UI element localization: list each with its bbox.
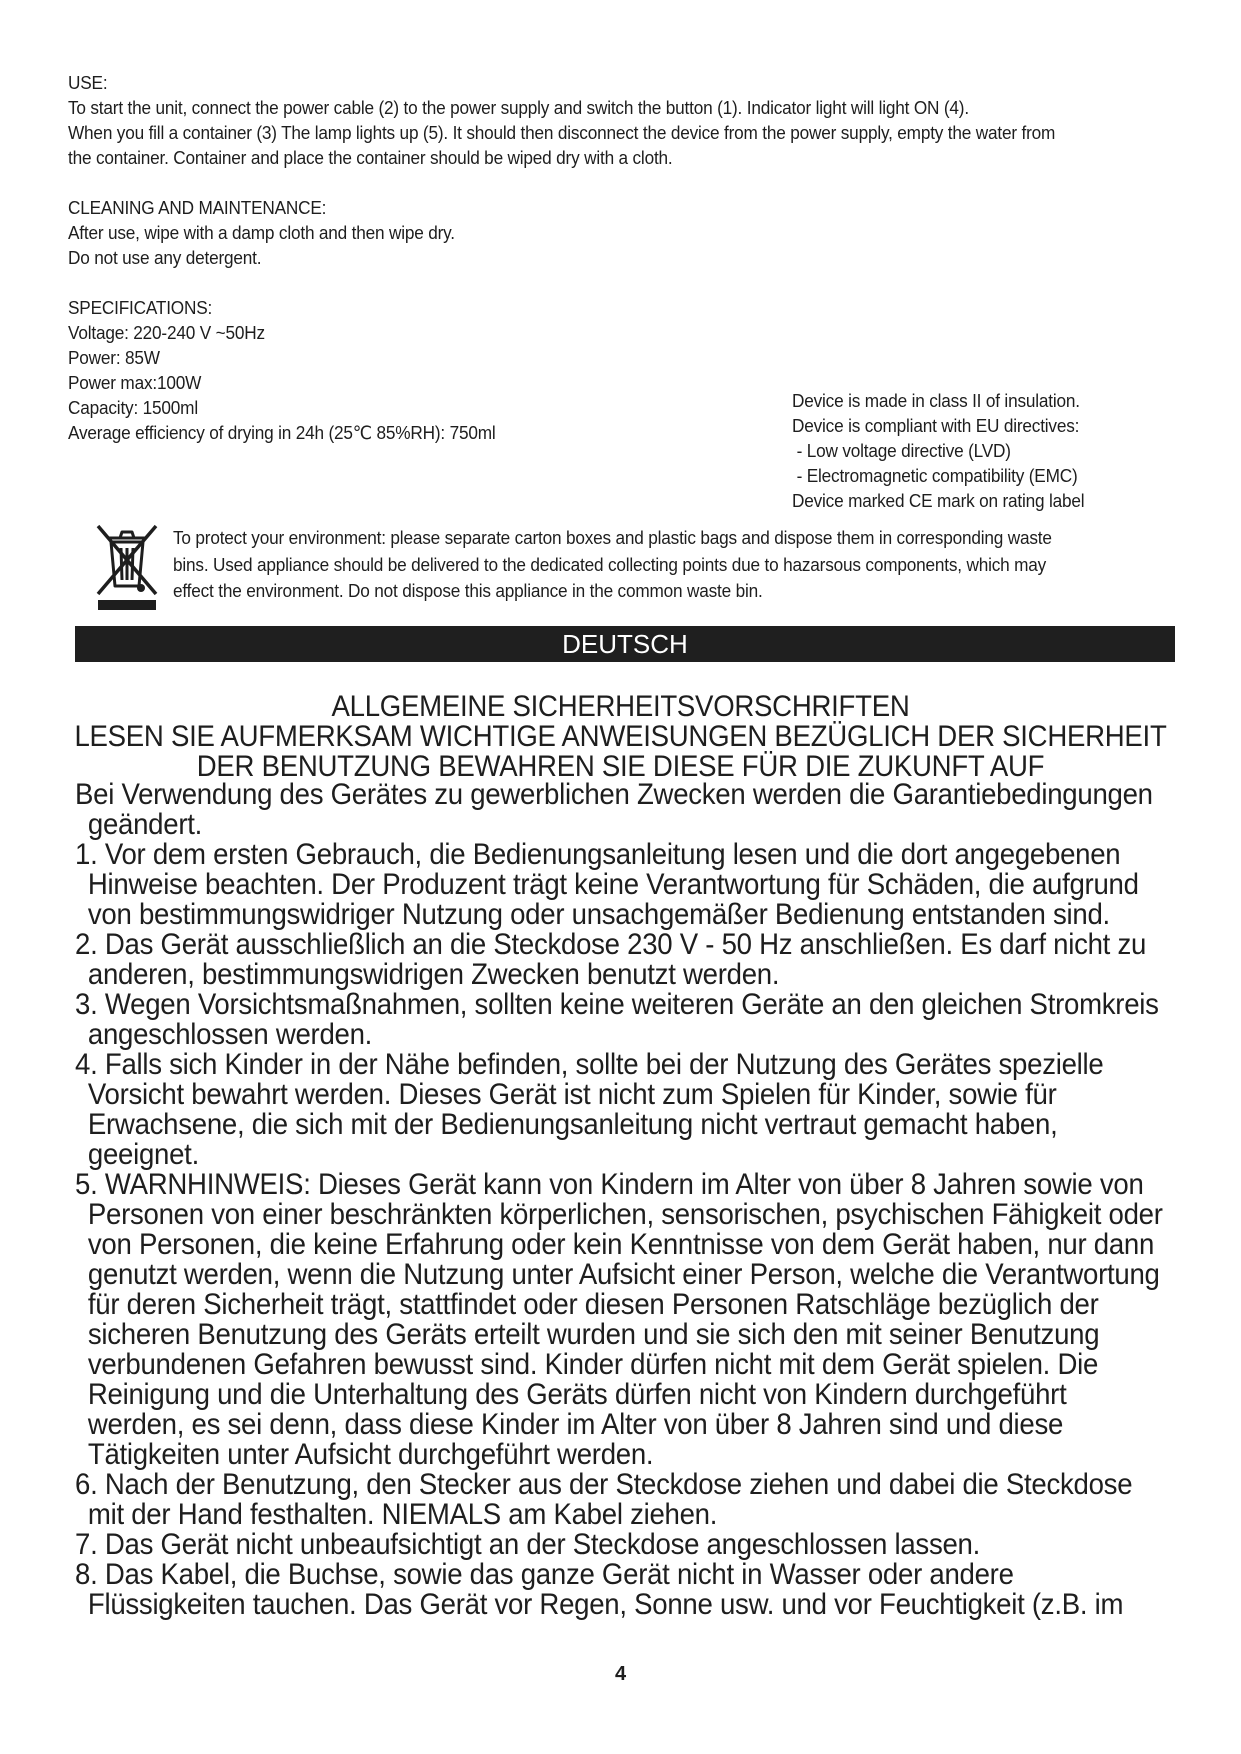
item-line: Flüssigkeiten tauchen. Das Gerät vor Regen, Sonne usw. und vor Feuchtigkeit (z.B. im: [87, 1588, 1124, 1621]
item-line: von Personen, die keine Erfahrung oder kein Kenntnisse von dem Gerät haben, nur dann: [87, 1228, 1155, 1261]
cleaning-section: [68, 195, 455, 270]
intro-paragraph: [75, 780, 1163, 840]
use-line: the container. Container and place the container should be wiped dry with a cloth.: [68, 147, 673, 168]
spec-power-max: Power max:100W: [68, 372, 202, 393]
item-line: 8. Das Kabel, die Buchse, sowie das ganze Gerät nicht in Wasser oder andere: [75, 1558, 1014, 1591]
cleaning-heading: CLEANING AND MAINTENANCE:: [68, 197, 327, 218]
compliance-line: Device is compliant with EU directives:: [792, 415, 1080, 436]
environment-line: bins. Used appliance should be delivered to the dedicated collecting points due to hazarsous components, which may: [173, 553, 1047, 575]
intro-line: Bei Verwendung des Gerätes zu gewerblichen Zwecken werden die Garantiebedingungen: [75, 778, 1153, 811]
language-banner: [75, 626, 1175, 662]
item-line: Vorsicht bewahrt werden. Dieses Gerät ist nicht zum Spielen für Kinder, sowie für: [87, 1078, 1057, 1111]
safety-item-8: [75, 1560, 1163, 1620]
use-line: To start the unit, connect the power cable (2) to the power supply and switch the button (1). Indicator light will light ON (4).: [68, 97, 969, 118]
safety-item-2: [75, 930, 1163, 990]
safety-item-4: [75, 1050, 1163, 1170]
item-line: 6. Nach der Benutzung, den Stecker aus der Steckdose ziehen und dabei die Steckdose: [75, 1468, 1133, 1501]
item-line: mit der Hand festhalten. NIEMALS am Kabel ziehen.: [87, 1498, 718, 1531]
item-line: 5. WARNHINWEIS: Dieses Gerät kann von Kindern im Alter von über 8 Jahren sowie von: [75, 1168, 1144, 1201]
item-line: anderen, bestimmungswidrigen Zwecken benutzt werden.: [87, 958, 780, 991]
item-line: sicheren Benutzung des Geräts erteilt wurden und sie sich den mit seiner Benutzung: [87, 1318, 1100, 1351]
german-safety-body: [75, 780, 1163, 1620]
compliance-line: Device is made in class II of insulation.: [792, 390, 1080, 411]
item-line: geeignet.: [87, 1138, 199, 1171]
spec-drying-efficiency: Average efficiency of drying in 24h (25℃ 85%RH): 750ml: [68, 422, 496, 443]
item-line: Tätigkeiten unter Aufsicht durchgeführt werden.: [87, 1438, 654, 1471]
item-line: 2. Das Gerät ausschließlich an die Steckdose 230 V - 50 Hz anschließen. Es darf nicht zu: [75, 928, 1147, 961]
item-line: 7. Das Gerät nicht unbeaufsichtigt an der Steckdose angeschlossen lassen.: [75, 1528, 981, 1561]
item-line: Reinigung und die Unterhaltung des Geräts dürfen nicht von Kindern durchgeführt: [87, 1378, 1067, 1411]
environment-notice: [173, 525, 1052, 605]
heading-line: ALLGEMEINE SICHERHEITSVORSCHRIFTEN: [331, 690, 910, 723]
safety-item-7: [75, 1530, 1163, 1560]
cleaning-line: Do not use any detergent.: [68, 247, 262, 268]
item-line: 4. Falls sich Kinder in der Nähe befinden, sollte bei der Nutzung des Gerätes spezielle: [75, 1048, 1104, 1081]
specifications-section: [68, 295, 496, 445]
intro-line: geändert.: [87, 808, 203, 841]
item-line: 1. Vor dem ersten Gebrauch, die Bedienungsanleitung lesen und die dort angegebenen: [75, 838, 1121, 871]
spec-power: Power: 85W: [68, 347, 160, 368]
heading-line: LESEN SIE AUFMERKSAM WICHTIGE ANWEISUNGEN BEZÜGLICH DER SICHERHEIT: [74, 720, 1167, 753]
german-safety-heading: [50, 692, 1192, 782]
item-line: angeschlossen werden.: [87, 1018, 373, 1051]
cleaning-line: After use, wipe with a damp cloth and then wipe dry.: [68, 222, 455, 243]
environment-line: effect the environment. Do not dispose this appliance in the common waste bin.: [173, 580, 763, 601]
heading-line: DER BENUTZUNG BEWAHREN SIE DIESE FÜR DIE ZUKUNFT AUF: [196, 750, 1045, 783]
compliance-block: [792, 388, 1084, 513]
page-number: 4: [614, 1663, 627, 1685]
use-section: [68, 70, 1055, 170]
spec-voltage: Voltage: 220-240 V ~50Hz: [68, 322, 265, 343]
item-line: von bestimmungswidriger Nutzung oder unsachgemäßer Bedienung entstanden sind.: [87, 898, 1110, 931]
item-line: 3. Wegen Vorsichtsmaßnahmen, sollten keine weiteren Geräte an den gleichen Stromkreis: [75, 988, 1159, 1021]
safety-item-5: [75, 1170, 1163, 1470]
language-banner-label: DEUTSCH: [562, 629, 688, 659]
item-line: genutzt werden, wenn die Nutzung unter Aufsicht einer Person, welche die Verantwortung: [87, 1258, 1160, 1291]
safety-item-3: [75, 990, 1163, 1050]
item-line: verbundenen Gefahren bewusst sind. Kinder dürfen nicht mit dem Gerät spielen. Die: [87, 1348, 1099, 1381]
use-line: When you fill a container (3) The lamp lights up (5). It should then disconnect the device from the power supply, empty the water from: [68, 122, 1056, 143]
environment-line: To protect your environment: please separate carton boxes and plastic bags and dispose them in corresponding waste: [173, 527, 1052, 548]
safety-item-6: [75, 1470, 1163, 1530]
item-line: werden, es sei denn, dass diese Kinder im Alter von über 8 Jahren sind und diese: [87, 1408, 1064, 1441]
crossed-out-wheelie-bin-icon: [94, 520, 160, 612]
item-line: Personen von einer beschränkten körperlichen, sensorischen, psychischen Fähigkeit oder: [87, 1198, 1163, 1231]
item-line: Hinweise beachten. Der Produzent trägt keine Verantwortung für Schäden, die aufgrund: [87, 868, 1139, 901]
use-heading: USE:: [68, 72, 108, 93]
item-line: für deren Sicherheit trägt, stattfindet oder diesen Personen Ratschläge bezüglich der: [87, 1288, 1099, 1321]
specifications-heading: SPECIFICATIONS:: [68, 297, 213, 318]
compliance-line: - Low voltage directive (LVD): [792, 440, 1011, 461]
spec-capacity: Capacity: 1500ml: [68, 397, 198, 418]
compliance-line: Device marked CE mark on rating label: [792, 490, 1085, 511]
item-line: Erwachsene, die sich mit der Bedienungsanleitung nicht vertraut gemacht haben,: [87, 1108, 1058, 1141]
safety-item-1: [75, 840, 1163, 930]
compliance-line: - Electromagnetic compatibility (EMC): [792, 465, 1078, 486]
